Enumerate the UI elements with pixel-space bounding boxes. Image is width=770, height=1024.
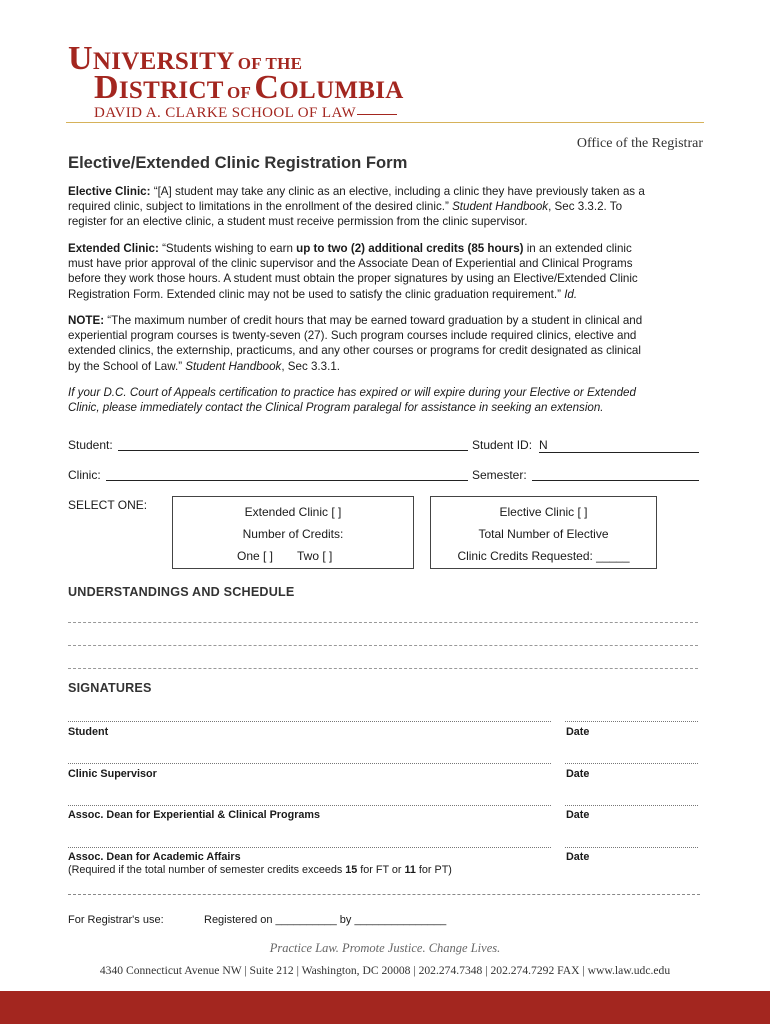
note-text: by the School of Law.” — [68, 359, 186, 373]
student-signature-line[interactable] — [68, 721, 551, 722]
id-ref: Id. — [564, 287, 578, 301]
elective-paragraph — [68, 184, 704, 230]
ft-credit-limit: 15 — [345, 864, 358, 876]
understandings-line-3[interactable] — [68, 668, 698, 669]
extended-credits: up to two (2) additional credits (85 hours) — [296, 242, 524, 255]
elective-text: register for an elective clinic, a student must receive permission from the clinic supervisor. — [68, 215, 528, 229]
requirement-text: for FT or — [357, 864, 405, 876]
logo-word: OF — [226, 83, 252, 102]
extended-text: must have prior approval of the clinic supervisor and the Associate Dean of Experiential and Clinical Programs — [68, 257, 633, 271]
logo-letter: C — [254, 69, 280, 106]
warning-text: If your D.C. Court of Appeals certification to practice has expired or will expire during your Elective or Extended — [68, 386, 636, 399]
extended-text: Registration Form. Extended clinic may not be used to satisfy the clinic graduation requirement.” — [68, 287, 565, 301]
number-of-credits-label: Number of Credits: — [242, 527, 344, 541]
dean-acad-requirement-note — [68, 864, 452, 876]
clinic-label: Clinic: — [68, 468, 101, 482]
note-text: , Sec 3.3.1. — [281, 359, 340, 373]
logo-letter: U — [68, 40, 93, 77]
understandings-line-1[interactable] — [68, 622, 698, 623]
logo-word: OF THE — [237, 54, 303, 73]
elective-credits-field[interactable]: Clinic Credits Requested: _____ — [457, 549, 630, 563]
extended-text: in an extended clinic — [523, 242, 632, 255]
elective-credits-label: Total Number of Elective — [478, 527, 609, 541]
credit-one-checkbox[interactable]: One [ ] — [237, 549, 274, 563]
handbook-ref: Student Handbook — [452, 200, 549, 214]
page-title: Elective/Extended Clinic Registration Form — [68, 153, 408, 172]
dean-acad-date-line[interactable] — [565, 847, 698, 848]
student-label: Student: — [68, 438, 113, 452]
logo-word: ISTRICT — [118, 77, 224, 104]
elective-clinic-checkbox[interactable]: Elective Clinic [ ] — [499, 505, 588, 519]
footer-band — [0, 991, 770, 1024]
pt-credit-limit: 11 — [404, 864, 416, 876]
dean-exp-signature-line[interactable] — [68, 805, 551, 806]
note-text: extended clinics, the externship, practicums, and any other courses or programs for credit designated as clinical — [68, 344, 641, 358]
dean-acad-signature-label: Assoc. Dean for Academic Affairs — [68, 851, 241, 863]
student-date-label: Date — [566, 726, 590, 738]
extended-text: before they work those hours. A student must obtain the proper signatures by using an Elective/Extended Clinic — [68, 272, 638, 286]
understandings-heading: UNDERSTANDINGS AND SCHEDULE — [68, 585, 295, 599]
student-name-field[interactable] — [118, 439, 468, 451]
student-id-field[interactable] — [539, 438, 699, 453]
student-id-value: N — [539, 438, 548, 452]
registrar-divider — [68, 894, 700, 895]
note-text: experiential program courses is twenty-seven (27). Such program courses include required clinics, elective and — [68, 329, 637, 343]
supervisor-signature-label: Clinic Supervisor — [68, 768, 157, 780]
student-signature-label: Student — [68, 726, 109, 738]
dean-acad-signature-line[interactable] — [68, 847, 551, 848]
note-text: “The maximum number of credit hours that may be earned toward graduation by a student in clinical and — [104, 314, 643, 327]
note-paragraph — [68, 313, 704, 374]
clinic-field[interactable] — [106, 469, 468, 481]
student-date-line[interactable] — [565, 721, 698, 722]
elective-label: Elective Clinic: — [68, 185, 151, 198]
logo-school — [94, 105, 356, 122]
select-one-label: SELECT ONE: — [68, 498, 148, 512]
logo-word: OLUMBIA — [279, 77, 404, 104]
dean-exp-date-line[interactable] — [565, 805, 698, 806]
logo-rule — [357, 114, 397, 115]
semester-label: Semester: — [472, 468, 527, 482]
warning-paragraph — [68, 385, 704, 415]
elective-text: required clinic, subject to limitations in the enrollment of the desired clinic.” — [68, 200, 453, 214]
note-label: NOTE: — [68, 314, 105, 327]
logo-word: NIVERSITY — [92, 48, 235, 75]
elective-text: “[A] student may take any clinic as an elective, including a clinic they have previously taken as a — [150, 185, 645, 198]
semester-field[interactable] — [532, 469, 699, 481]
registrar-label: For Registrar's use: — [68, 914, 164, 926]
extended-text: “Students wishing to earn — [158, 242, 297, 255]
footer-address: 4340 Connecticut Avenue NW | Suite 212 | Washington, DC 20008 | 202.274.7348 | 202.274.7292 FAX | www.law.udc.edu — [99, 964, 671, 977]
supervisor-date-line[interactable] — [565, 763, 698, 764]
registered-on-field[interactable]: Registered on __________ by _______________ — [204, 914, 447, 926]
footer-tagline: Practice Law. Promote Justice. Change Lives. — [269, 941, 501, 955]
requirement-text: (Required if the total number of semester credits exceeds — [68, 864, 346, 876]
extended-label: Extended Clinic: — [68, 242, 159, 255]
dean-exp-date-label: Date — [566, 809, 590, 821]
student-id-label: Student ID: — [472, 438, 533, 452]
logo-school-text: DAVID A. CLARKE SCHOOL OF LAW — [94, 105, 357, 121]
handbook-ref: Student Handbook — [185, 359, 282, 373]
office-label: Office of the Registrar — [576, 136, 703, 151]
logo-letter: D — [94, 69, 119, 106]
extended-paragraph — [68, 241, 704, 302]
elective-text: , Sec 3.3.2. To — [548, 200, 623, 214]
understandings-line-2[interactable] — [68, 645, 698, 646]
dean-exp-signature-label: Assoc. Dean for Experiential & Clinical Programs — [68, 809, 321, 821]
warning-text: Clinic, please immediately contact the Clinical Program paralegal for assistance in seeking an extension. — [68, 401, 604, 415]
credit-two-checkbox[interactable]: Two [ ] — [297, 549, 333, 563]
header-rule — [66, 122, 704, 123]
supervisor-signature-line[interactable] — [68, 763, 551, 764]
dean-acad-date-label: Date — [566, 851, 590, 863]
extended-clinic-checkbox[interactable]: Extended Clinic [ ] — [244, 505, 342, 519]
signatures-heading: SIGNATURES — [68, 681, 152, 695]
requirement-text: for PT) — [415, 864, 452, 876]
supervisor-date-label: Date — [566, 768, 590, 780]
